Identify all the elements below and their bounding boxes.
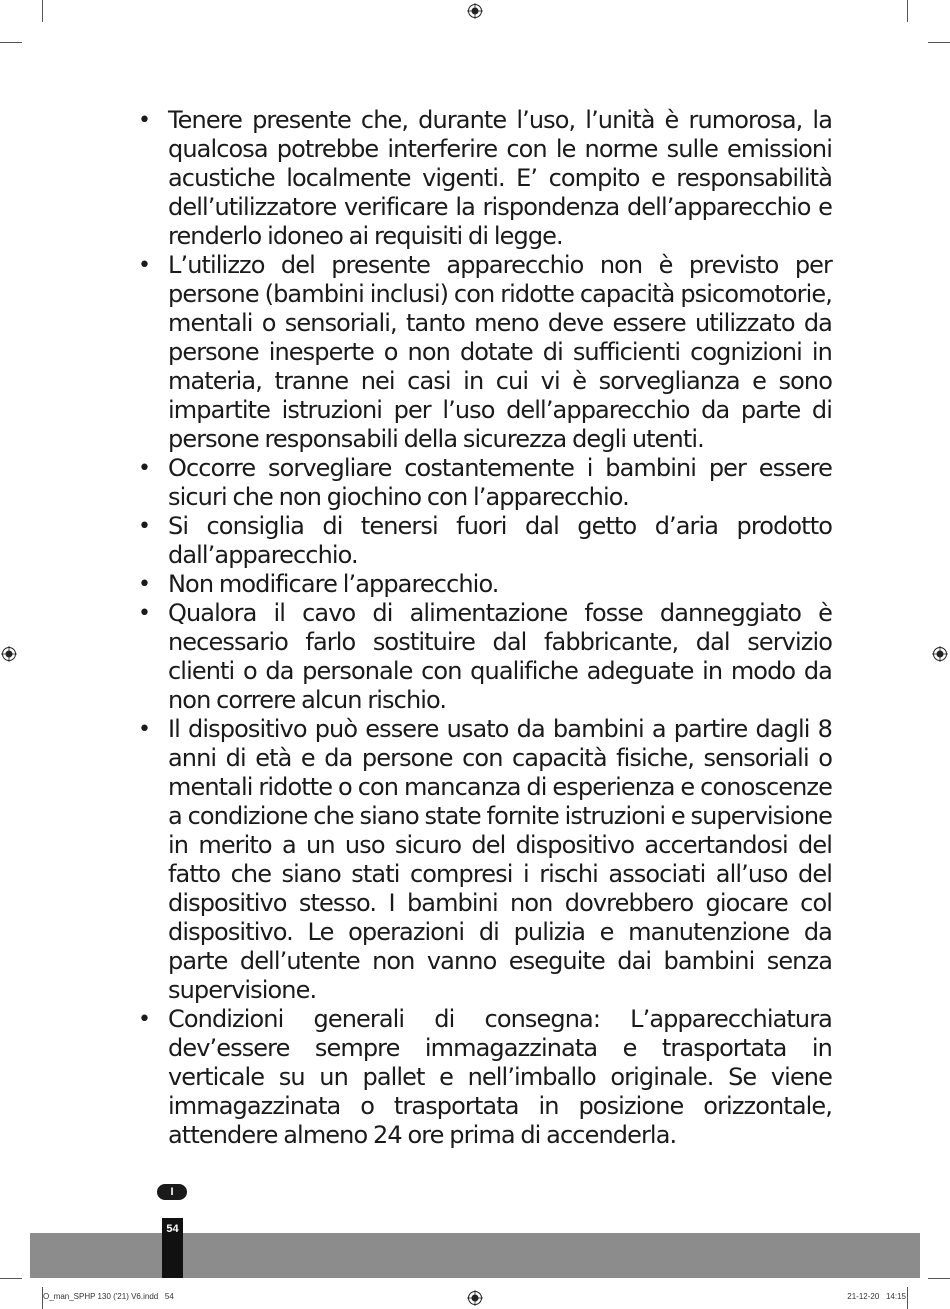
- crop-mark: [0, 42, 22, 43]
- bullet: •: [138, 514, 151, 539]
- slug-filename: O_man_SPHP 130 ('21) V6.indd 54: [43, 1292, 174, 1301]
- list-item: [138, 599, 832, 715]
- page-number: 54: [162, 1218, 183, 1278]
- list-item: [138, 106, 832, 251]
- bullet: •: [138, 572, 151, 597]
- language-badge: I: [157, 1184, 187, 1200]
- list-item: [138, 1005, 832, 1150]
- crop-mark: [42, 0, 43, 22]
- registration-mark-icon: [467, 3, 483, 19]
- list-item: [138, 715, 832, 1005]
- crop-mark: [0, 1278, 22, 1279]
- crop-mark: [907, 0, 908, 22]
- list-item-text: Tenere presente che, durante l’uso, l’unità è rumorosa, la qualcosa potrebbe interferire con le norme sulle emissioni acustiche localmente vigenti. E’ compito e responsabilità dell’utilizzatore verificare la rispondenza dell’apparecchio e renderlo idoneo ai requisiti di legge.: [168, 106, 832, 250]
- bullet: •: [138, 108, 151, 133]
- list-item-text: Qualora il cavo di alimentazione fosse danneggiato è necessario farlo sostituire dal fabbricante, dal servizio clienti o da personale con qualifiche adeguate in modo da non correre alcun rischio.: [168, 599, 832, 714]
- crop-mark: [907, 1287, 908, 1309]
- list-item: [138, 570, 832, 599]
- bullet: •: [138, 253, 151, 278]
- list-item-text: Occorre sorvegliare costantemente i bambini per essere sicuri che non giochino con l’apparecchio.: [168, 454, 832, 511]
- registration-mark-icon: [932, 646, 948, 662]
- crop-mark: [928, 1278, 950, 1279]
- slug-timestamp: 21-12-20 14:15: [847, 1292, 906, 1301]
- list-item-text: Si consiglia di tenersi fuori dal getto d’aria prodotto dall’apparecchio.: [168, 512, 832, 569]
- list-item: [138, 454, 832, 512]
- crop-mark: [928, 42, 950, 43]
- safety-instructions-list: [138, 106, 832, 1150]
- list-item: [138, 512, 832, 570]
- bullet: •: [138, 601, 151, 626]
- list-item-text: L’utilizzo del presente apparecchio non è previsto per persone (bambini inclusi) con ridotte capacità psicomotorie, mentali o sensoriali, tanto meno deve essere utilizzato da persone inesperte o non dotate di sufficienti cognizioni in materia, tranne nei casi in cui vi è sorveglianza e sono impartite istruzioni per l’uso dell’apparecchio da parte di persone responsabili della sicurezza degli utenti.: [168, 251, 832, 453]
- list-item-text: Non modificare l’apparecchio.: [168, 570, 499, 598]
- bullet: •: [138, 1007, 151, 1032]
- registration-mark-icon: [467, 1290, 483, 1306]
- list-item-text: Il dispositivo può essere usato da bambini a partire dagli 8 anni di età e da persone con capacità fisiche, sensoriali o mentali ridotte o con mancanza di esperienza e conoscenze a condizione che siano state fornite istruzioni e supervisione in merito a un uso sicuro del dispositivo accertandosi del fatto che siano stati compresi i rischi associati all’uso del dispositivo stesso. I bambini non dovrebbero giocare col dispositivo. Le operazioni di pulizia e manutenzione da parte dell’utente non vanno eseguite dai bambini senza supervisione.: [168, 715, 832, 1004]
- bullet: •: [138, 456, 151, 481]
- list-item-text: Condizioni generali di consegna: L’apparecchiatura dev’essere sempre immagazzinata e trasportata in verticale su un pallet e nell’imballo originale. Se viene immagazzinata o trasportata in posizione orizzontale, attendere almeno 24 ore prima di accenderla.: [168, 1005, 832, 1149]
- bullet: •: [138, 717, 151, 742]
- registration-mark-icon: [1, 646, 17, 662]
- list-item: [138, 251, 832, 454]
